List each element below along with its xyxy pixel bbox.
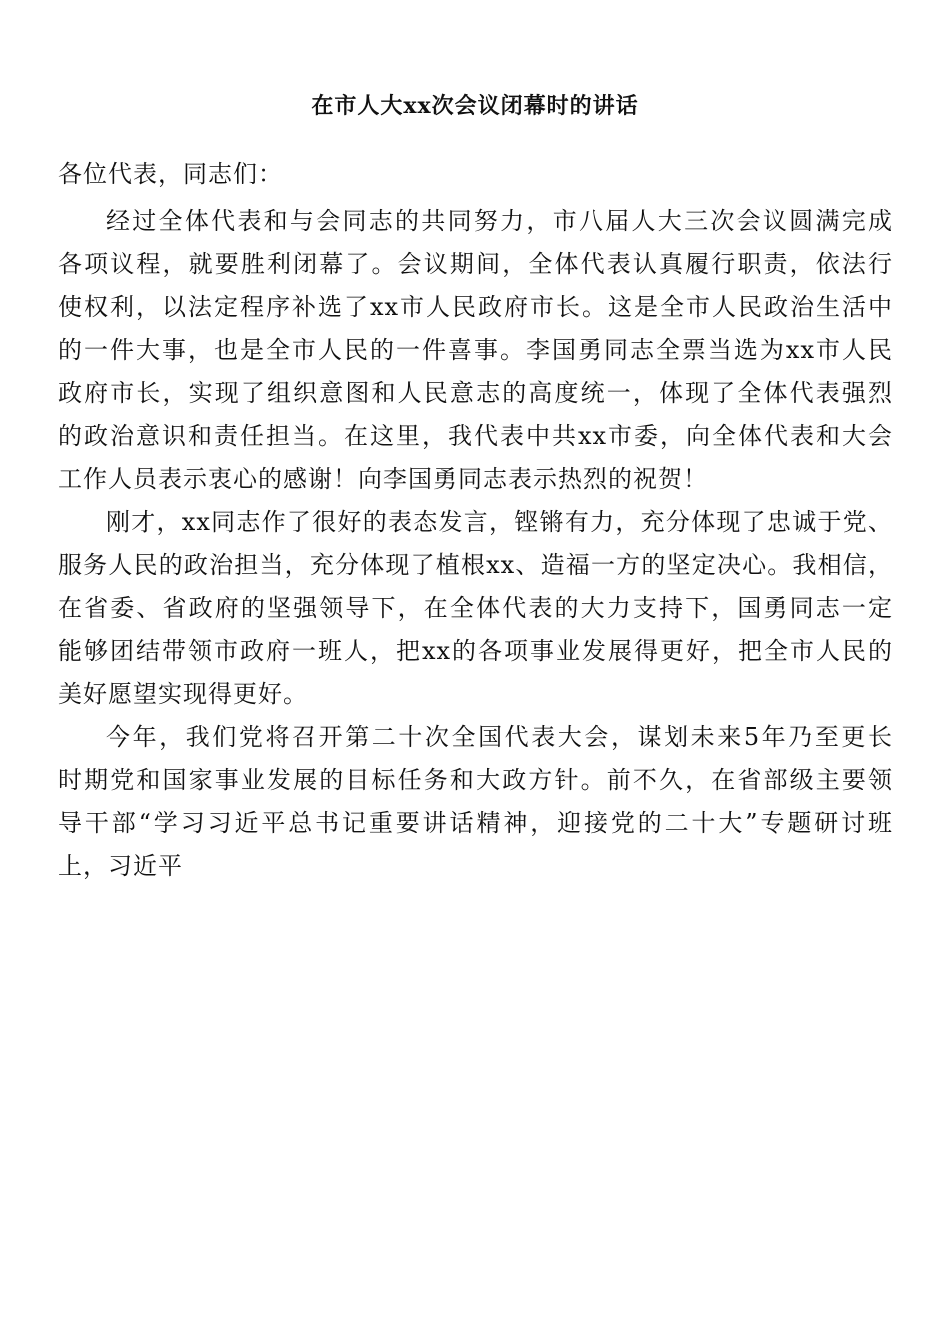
paragraph-line: 刚才，xx同志作了很好的表态发言，铿锵有力，充分体现了忠诚于党、 bbox=[106, 508, 893, 536]
paragraph-line: 美好愿望实现得更好。 bbox=[58, 680, 308, 708]
paragraph-line: 服务人民的政治担当，充分体现了植根xx、造福一方的坚定决心。我相信， bbox=[58, 551, 893, 579]
paragraph-line: 今年，我们党将召开第二十次全国代表大会，谋划未来5年乃至更长 bbox=[106, 723, 893, 751]
paragraph-2 bbox=[58, 501, 893, 716]
document-body bbox=[58, 200, 893, 888]
paragraph-line: 工作人员表示衷心的感谢！向李国勇同志表示热烈的祝贺！ bbox=[58, 465, 708, 493]
paragraph-line: 在省委、省政府的坚强领导下，在全体代表的大力支持下，国勇同志一定 bbox=[58, 594, 893, 622]
paragraph-line: 导干部“学习习近平总书记重要讲话精神，迎接党的二十大”专题研讨班 bbox=[58, 809, 893, 837]
paragraph-line: 上，习近平 bbox=[58, 852, 183, 880]
paragraph-3 bbox=[58, 716, 893, 888]
paragraph-line: 各项议程，就要胜利闭幕了。会议期间，全体代表认真履行职责，依法行 bbox=[58, 250, 893, 278]
paragraph-line: 使权利，以法定程序补选了xx市人民政府市长。这是全市人民政治生活中 bbox=[58, 293, 893, 321]
paragraph-line: 经过全体代表和与会同志的共同努力，市八届人大三次会议圆满完成 bbox=[106, 207, 893, 235]
paragraph-line: 能够团结带领市政府一班人，把xx的各项事业发展得更好，把全市人民的 bbox=[58, 637, 893, 665]
document-title: 在市人大xx次会议闭幕时的讲话 bbox=[311, 93, 639, 119]
paragraph-line: 政府市长，实现了组织意图和人民意志的高度统一，体现了全体代表强烈 bbox=[58, 379, 893, 407]
paragraph-line: 的一件大事，也是全市人民的一件喜事。李国勇同志全票当选为xx市人民 bbox=[58, 336, 893, 364]
paragraph-1 bbox=[58, 200, 893, 501]
salutation: 各位代表，同志们： bbox=[58, 160, 283, 188]
paragraph-line: 的政治意识和责任担当。在这里，我代表中共xx市委，向全体代表和大会 bbox=[58, 422, 893, 450]
paragraph-line: 时期党和国家事业发展的目标任务和大政方针。前不久，在省部级主要领 bbox=[58, 766, 893, 794]
